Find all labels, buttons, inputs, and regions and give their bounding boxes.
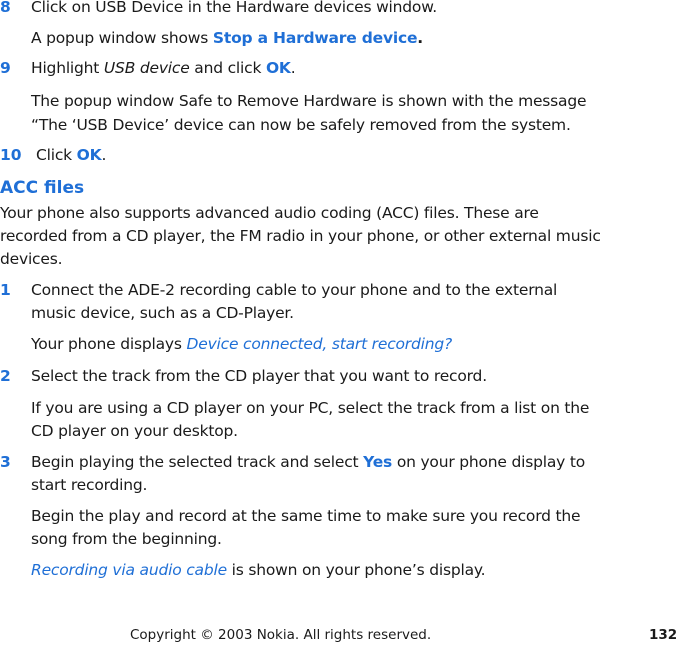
acc-step-3-line2: start recording.: [31, 476, 148, 494]
step-10-number: 10: [0, 146, 22, 164]
step-8-note-prefix: A popup window shows: [31, 29, 213, 47]
step-8-text: Click on USB Device in the Hardware devices window.: [31, 0, 437, 16]
acc-step-1-display: [31, 333, 452, 356]
section-intro-line1: Your phone also supports advanced audio coding (ACC) files. These are: [0, 204, 539, 222]
acc-step-2-text: Select the track from the CD player that you want to record.: [31, 367, 487, 385]
recording-via-cable-message: Recording via audio cable: [31, 561, 227, 579]
ok-label: OK: [76, 146, 102, 164]
ok-label: OK: [265, 59, 291, 77]
acc-step-3-line1: [31, 451, 585, 474]
usb-device-item: USB device: [103, 59, 190, 77]
acc-step-3-status: [31, 559, 485, 582]
step-10-prefix: Click: [36, 146, 77, 164]
step-9-text: [31, 57, 295, 80]
page-number: 132: [649, 627, 677, 643]
step-8-note: [31, 27, 423, 50]
step-9-note-line1: The popup window Safe to Remove Hardware is shown with the message: [31, 92, 587, 110]
device-connected-message: Device connected, start recording?: [186, 335, 453, 353]
acc-step-1-display-prefix: Your phone displays: [31, 335, 187, 353]
acc-step-2-note-line2: CD player on your desktop.: [31, 422, 238, 440]
section-intro-line3: devices.: [0, 250, 63, 268]
step-9-middle: and click: [189, 59, 266, 77]
acc-step-2-number: 2: [0, 367, 11, 385]
acc-step-3-number: 3: [0, 453, 11, 471]
step-10-text: [36, 144, 106, 167]
acc-step-2-note-line1: If you are using a CD player on your PC, select the track from a list on the: [31, 399, 590, 417]
acc-step-3-note-line1: Begin the play and record at the same time to make sure you record the: [31, 507, 581, 525]
acc-step-3-status-suffix: is shown on your phone’s display.: [226, 561, 486, 579]
step-9-number: 9: [0, 59, 11, 77]
acc-step-3-prefix: Begin playing the selected track and select: [31, 453, 364, 471]
step-9-prefix: Highlight: [31, 59, 104, 77]
section-intro-line2: recorded from a CD player, the FM radio in your phone, or other external music: [0, 227, 601, 245]
step-8-note-suffix: .: [417, 29, 423, 47]
step-9-note-line2: “The ‘USB Device’ device can now be safely removed from the system.: [31, 116, 571, 134]
acc-step-1-number: 1: [0, 281, 11, 299]
step-10-suffix: .: [101, 146, 107, 164]
step-9-suffix: .: [290, 59, 296, 77]
stop-hardware-device-label: Stop a Hardware device: [212, 29, 418, 47]
step-8-number: 8: [0, 0, 11, 16]
acc-step-1-line2: music device, such as a CD-Player.: [31, 304, 294, 322]
copyright-notice: Copyright © 2003 Nokia. All rights reserved.: [130, 627, 432, 643]
acc-step-3-suffix: on your phone display to: [392, 453, 585, 471]
acc-step-1-line1: Connect the ADE-2 recording cable to your phone and to the external: [31, 281, 558, 299]
acc-step-3-note-line2: song from the beginning.: [31, 530, 222, 548]
section-heading: ACC files: [0, 178, 85, 198]
yes-label: Yes: [363, 453, 393, 471]
